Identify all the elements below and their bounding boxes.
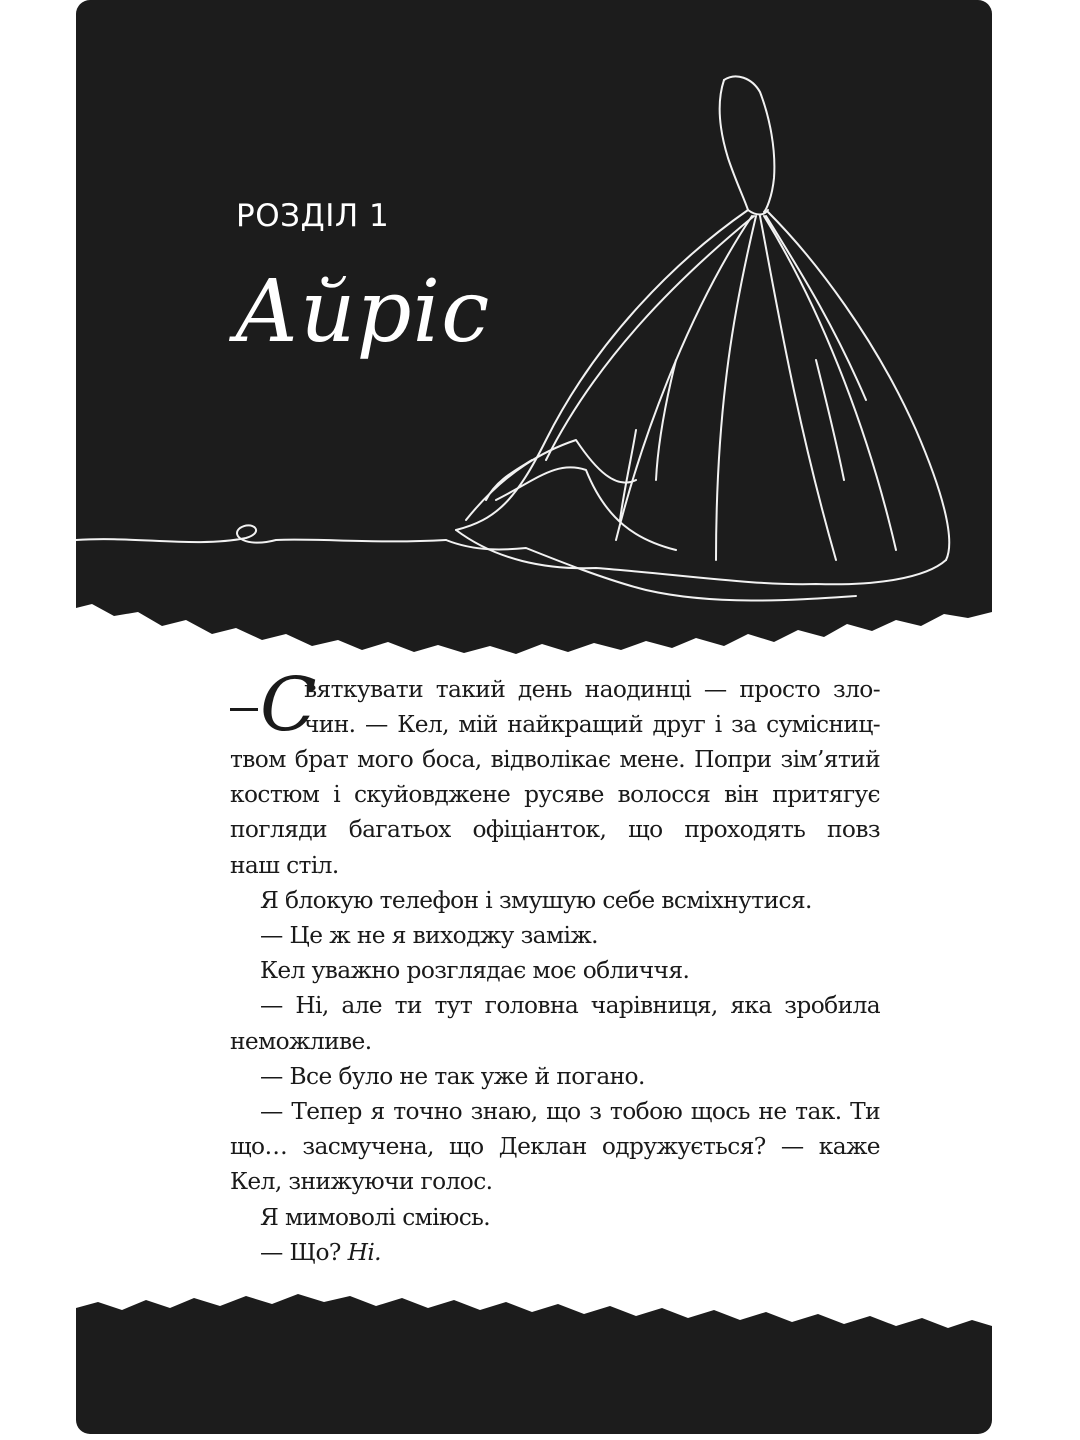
text-line: чин. — Кел, мій найкращий друг і за сумісниц-	[304, 711, 880, 739]
chapter-title: Айріс	[234, 262, 491, 362]
paragraph-7	[230, 1094, 880, 1200]
paragraph-2: Я блокую телефон і змушую себе всміхнутися.	[260, 886, 812, 914]
paragraph-9	[230, 1235, 880, 1270]
paragraph-4: Кел уважно розглядає моє обличчя.	[260, 957, 690, 985]
em-dash-mark	[230, 708, 258, 711]
text-line: неможливе.	[230, 1027, 372, 1055]
paragraph-6: — Все було не так уже й погано.	[260, 1062, 645, 1090]
dialogue-prefix: — Що?	[260, 1238, 348, 1266]
chapter-body-text	[230, 662, 880, 1270]
drop-cap	[230, 662, 317, 748]
text-line: погляди багатьох офіціанток, що проходять повз	[230, 816, 880, 844]
paragraph-5	[230, 988, 880, 1058]
text-line: — Ні, але ти тут головна чарівниця, яка зробила	[260, 992, 880, 1020]
paragraph-1	[230, 662, 880, 883]
text-line: наш стіл.	[230, 851, 339, 879]
paragraph-8: Я мимоволі сміюсь.	[260, 1203, 491, 1231]
torn-black-footer	[76, 1290, 992, 1434]
drop-cap-letter: С	[260, 662, 317, 748]
text-line: Кел, знижуючи голос.	[230, 1168, 493, 1196]
text-line: костюм і скуйовджене русяве волосся він притягує	[230, 781, 880, 809]
chapter-label: РОЗДІЛ 1	[236, 198, 390, 234]
text-line: вяткувати такий день наодинці — просто зло-	[304, 676, 880, 703]
dialogue-emphasis: Ні.	[347, 1238, 381, 1266]
book-page	[76, 0, 992, 1434]
paragraph-1-lead	[230, 662, 880, 748]
text-line: твом брат мого боса, відволікає мене. Попри зім’ятий	[230, 746, 880, 773]
paragraph-3: — Це ж не я виходжу заміж.	[260, 922, 598, 950]
text-line: — Тепер я точно знаю, що з тобою щось не так. Ти	[260, 1098, 880, 1126]
chapter-header-illustration	[76, 0, 992, 660]
text-line: що… засмучена, що Деклан одружується? — каже	[230, 1133, 880, 1161]
torn-black-header	[76, 0, 992, 654]
